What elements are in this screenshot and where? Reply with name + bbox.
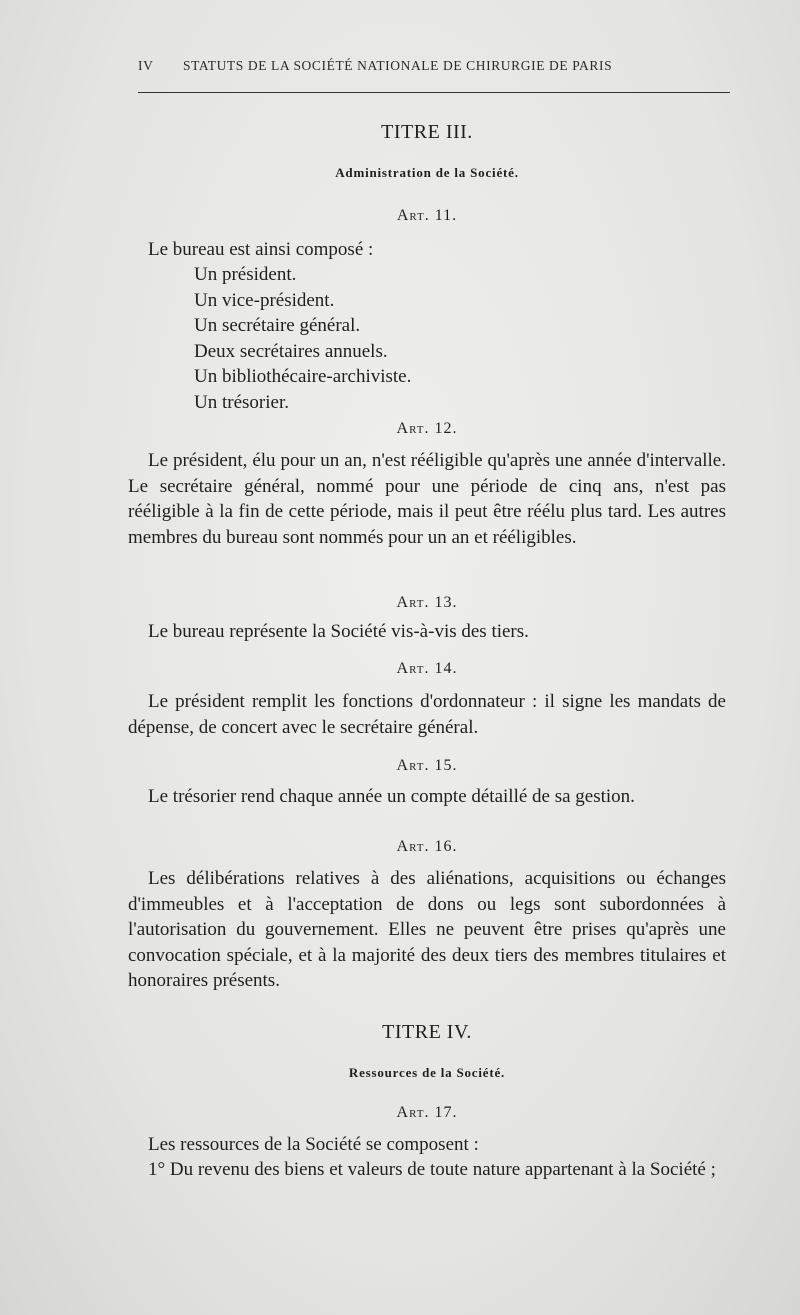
art-12-label: Art. 12. (396, 420, 458, 437)
art-16-paragraph: Les délibérations relatives à des aliénations, acquisitions ou échanges d'immeubles et à l'acceptation de dons ou legs sont subordonnées à l'autorisation du gouvernement. Elles ne peuvent être prises qu'après une convocation spéciale, et à la majorité des deux tiers des membres titulaires et honoraires présents. (128, 868, 726, 991)
titre-4-subtitle: Ressources de la Société. (348, 1065, 506, 1080)
art-14-label: Art. 14. (396, 660, 458, 677)
running-header (138, 58, 698, 74)
titre-3-subtitle: Administration de la Société. (335, 165, 519, 180)
running-title: STATUTS DE LA SOCIÉTÉ NATIONALE DE CHIRURGIE DE PARIS (183, 58, 613, 73)
list-item: Deux secrétaires annuels. (194, 340, 388, 362)
art-16-label: Art. 16. (396, 838, 458, 855)
page-folio: IV (138, 58, 154, 73)
list-item: Un bibliothécaire-archiviste. (194, 366, 412, 387)
list-item: Un trésorier. (194, 391, 289, 413)
art-11-member-list (194, 262, 411, 415)
art-15-label: Art. 15. (396, 757, 458, 774)
titre-3-heading: TITRE III. (381, 121, 473, 143)
art-11-intro: Le bureau est ainsi composé : (148, 239, 374, 260)
art-17-intro: Les ressources de la Société se composent : (148, 1134, 479, 1155)
list-item: Un président. (194, 264, 297, 285)
art-15-paragraph: Le trésorier rend chaque année un compte détaillé de sa gestion. (148, 786, 635, 807)
list-item: Un secrétaire général. (194, 315, 361, 336)
art-11-label: Art. 11. (396, 207, 458, 224)
titre-4-heading: TITRE IV. (382, 1021, 472, 1043)
art-17-item-1: 1° Du revenu des biens et valeurs de toute nature appartenant à la Société ; (148, 1159, 716, 1180)
art-13-paragraph: Le bureau représente la Société vis-à-vis des tiers. (148, 621, 529, 642)
art-14-paragraph: Le président remplit les fonctions d'ordonnateur : il signe les mandats de dépense, de concert avec le secrétaire général. (128, 691, 726, 738)
art-12-paragraph: Le président, élu pour un an, n'est rééligible qu'après une année d'intervalle. Le secrétaire général, nommé pour une période de cinq ans, n'est pas rééligible à la fin de cette période, mais il peut être réélu plus tard. Les autres membres du bureau sont nommés pour un an et rééligibles. (128, 450, 726, 548)
header-rule (138, 92, 730, 93)
list-item: Un vice-président. (194, 289, 335, 311)
art-17-label: Art. 17. (396, 1104, 458, 1121)
art-13-label: Art. 13. (396, 594, 458, 611)
